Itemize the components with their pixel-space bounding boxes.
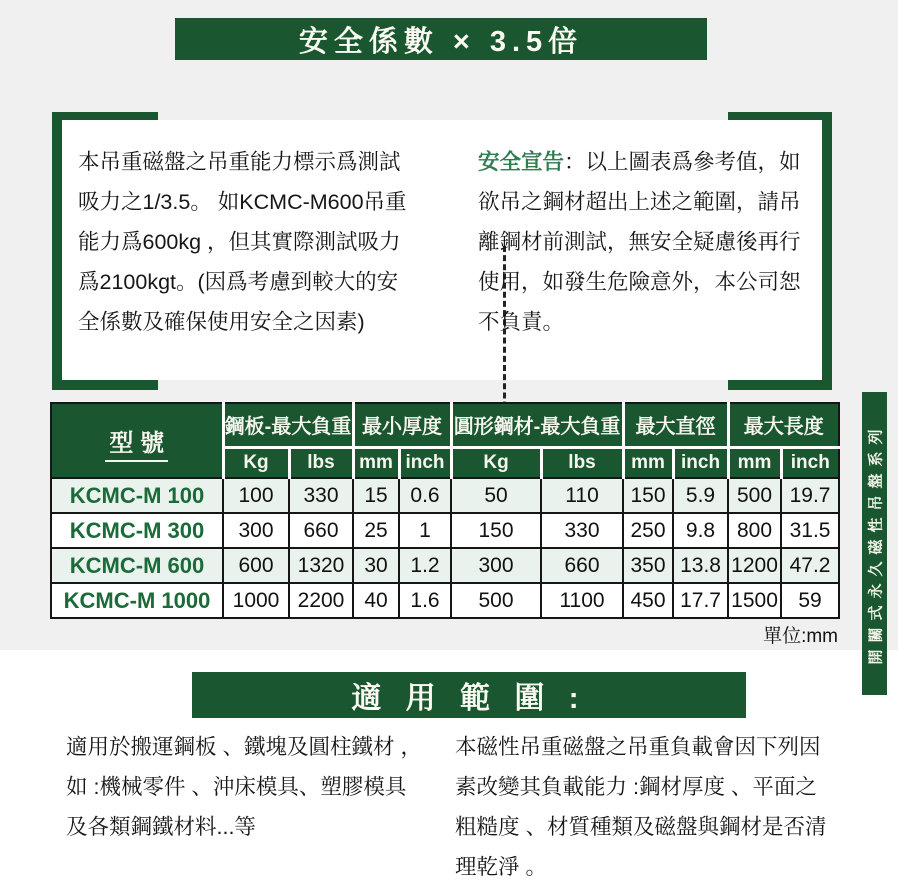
value-cell: 19.7: [781, 478, 839, 513]
value-cell: 300: [223, 513, 289, 548]
table-row: [51, 478, 839, 513]
text-line: 理乾淨 。: [455, 855, 547, 879]
value-cell: 300: [451, 548, 541, 583]
unit-note: 單位:mm: [763, 626, 838, 647]
value-cell: 31.5: [781, 513, 839, 548]
table-row: [51, 513, 839, 548]
value-cell: 0.6: [399, 478, 451, 513]
value-cell: 450: [623, 583, 673, 618]
subheader-inch: inch: [781, 447, 839, 478]
value-cell: 1320: [289, 548, 353, 583]
subheader-mm: mm: [353, 447, 399, 478]
safety-notice-text: [478, 142, 814, 342]
value-cell: 150: [623, 478, 673, 513]
value-cell: 13.8: [673, 548, 728, 583]
text-line: 素改變其負載能力 :鋼材厚度 、平面之: [455, 775, 817, 799]
text-line: 能力爲600kg ，但其實際測試吸力: [78, 230, 401, 254]
subheader-inch: inch: [673, 447, 728, 478]
text-line: 如 :機械零件 、沖床模具、塑膠模具: [66, 775, 407, 799]
model-cell: KCMC-M 600: [51, 548, 223, 583]
value-cell: 1: [399, 513, 451, 548]
value-cell: 2200: [289, 583, 353, 618]
text-line: 全係數及確保使用安全之因素): [78, 310, 365, 334]
capacity-note-text: [78, 142, 438, 342]
value-cell: 5.9: [673, 478, 728, 513]
subheader-lbs: lbs: [289, 447, 353, 478]
text-line: 爲2100kgt。(因爲考慮到較大的安: [78, 270, 399, 294]
subheader-mm: mm: [623, 447, 673, 478]
model-cell: KCMC-M 100: [51, 478, 223, 513]
text-line: 本吊重磁盤之吊重能力標示爲測試: [78, 150, 401, 174]
subheader-kg: Kg: [223, 447, 289, 478]
model-cell: KCMC-M 300: [51, 513, 223, 548]
text-line: 使用，如發生危險意外，本公司恕: [478, 270, 801, 294]
value-cell: 660: [289, 513, 353, 548]
column-group-plate-load: 鋼板-最大負重: [223, 403, 353, 447]
text-line: 欲吊之鋼材超出上述之範圍，請吊: [478, 190, 801, 214]
model-cell: KCMC-M 1000: [51, 583, 223, 618]
column-group-round-load: 圓形鋼材-最大負重: [451, 403, 623, 447]
column-header-model: 型 號: [51, 403, 223, 478]
value-cell: 1200: [728, 548, 781, 583]
value-cell: 350: [623, 548, 673, 583]
value-cell: 150: [451, 513, 541, 548]
load-factors-text: [455, 727, 861, 880]
column-group-min-thickness: 最小厚度: [353, 403, 451, 447]
value-cell: 600: [223, 548, 289, 583]
text-line: 離鋼材前測試，無安全疑慮後再行: [478, 230, 801, 254]
subheader-mm: mm: [728, 447, 781, 478]
safety-notice-label: 安全宣告: [478, 150, 565, 174]
text-line: [478, 142, 814, 182]
title-banner: 安全係數 × 3.5倍: [175, 18, 707, 60]
text-line: 及各類鋼鐵材料...等: [66, 815, 256, 839]
text-line: ：以上圖表爲參考值，如: [564, 150, 801, 174]
value-cell: 17.7: [673, 583, 728, 618]
spec-table: [50, 402, 840, 619]
value-cell: 1100: [541, 583, 623, 618]
application-text: [66, 727, 452, 847]
series-side-banner-text: 開關式永久磁性吊盤系列: [867, 422, 885, 665]
text-line: 本磁性吊重磁盤之吊重負載會因下列因: [455, 735, 821, 759]
value-cell: 1.2: [399, 548, 451, 583]
value-cell: 660: [541, 548, 623, 583]
value-cell: 110: [541, 478, 623, 513]
scope-banner: 適 用 範 圍 :: [192, 672, 746, 718]
text-line: 適用於搬運鋼板 、鐵塊及圓柱鐵材 ，: [66, 735, 422, 759]
text-line: 吸力之1/3.5。 如KCMC-M600吊重: [78, 190, 407, 214]
value-cell: 1.6: [399, 583, 451, 618]
column-group-max-diameter: 最大直徑: [623, 403, 728, 447]
subheader-kg: Kg: [451, 447, 541, 478]
value-cell: 500: [451, 583, 541, 618]
value-cell: 59: [781, 583, 839, 618]
series-side-banner: [862, 392, 887, 695]
subheader-inch: inch: [399, 447, 451, 478]
value-cell: 330: [541, 513, 623, 548]
value-cell: 25: [353, 513, 399, 548]
table-row: [51, 583, 839, 618]
table-row: [51, 548, 839, 583]
value-cell: 100: [223, 478, 289, 513]
value-cell: 15: [353, 478, 399, 513]
value-cell: 500: [728, 478, 781, 513]
value-cell: 800: [728, 513, 781, 548]
value-cell: 40: [353, 583, 399, 618]
value-cell: 250: [623, 513, 673, 548]
text-line: 粗糙度 、材質種類及磁盤與鋼材是否清: [455, 815, 827, 839]
value-cell: 1500: [728, 583, 781, 618]
value-cell: 330: [289, 478, 353, 513]
column-group-max-length: 最大長度: [728, 403, 839, 447]
text-line: 不負責。: [478, 310, 565, 334]
value-cell: 9.8: [673, 513, 728, 548]
value-cell: 50: [451, 478, 541, 513]
subheader-lbs: lbs: [541, 447, 623, 478]
value-cell: 47.2: [781, 548, 839, 583]
value-cell: 30: [353, 548, 399, 583]
value-cell: 1000: [223, 583, 289, 618]
